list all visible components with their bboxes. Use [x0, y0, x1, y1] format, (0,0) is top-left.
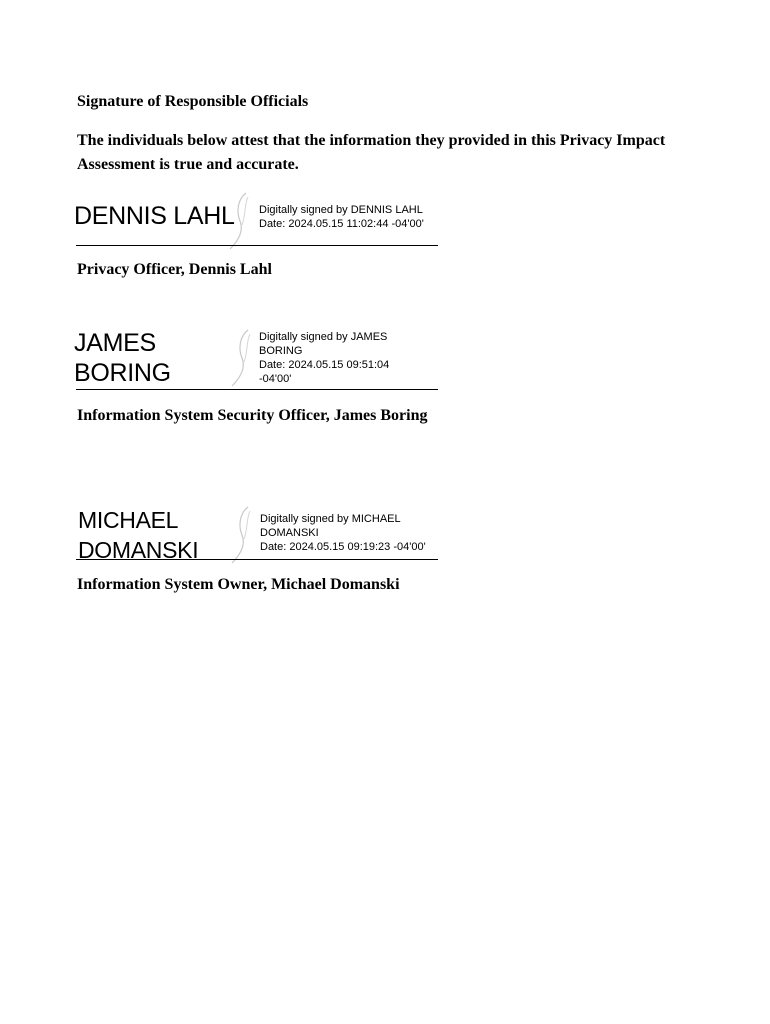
signature-field-michael-domanski[interactable] [74, 503, 438, 563]
digital-signature-swirl-icon [226, 505, 258, 565]
signed-by-text: Digitally signed by MICHAEL [260, 513, 401, 525]
digital-signature-swirl-icon [226, 328, 258, 388]
signature-field-dennis-lahl[interactable] [74, 193, 438, 249]
signature-details [260, 512, 440, 554]
signature-details [259, 203, 444, 231]
attestation-statement: The individuals below attest that the information they provided in this Privacy Impact Assessment is true and accurate. [77, 132, 666, 173]
signed-timezone-text: -04'00' [259, 373, 292, 385]
signed-by-text-continued: BORING [259, 345, 303, 357]
signer-name: DENNIS LAHL [74, 202, 235, 230]
signed-by-text-continued: DOMANSKI [260, 527, 319, 539]
signed-date-text: Date: 2024.05.15 09:51:04 [259, 359, 390, 371]
signer-name: MICHAEL DOMANSKI [78, 507, 199, 563]
signature-field-james-boring[interactable] [74, 322, 438, 394]
signature-line [76, 559, 438, 560]
signer-title-system-owner: Information System Owner, Michael Domanski [77, 576, 400, 593]
signed-by-text: Digitally signed by DENNIS LAHL [259, 204, 423, 216]
signature-line [76, 245, 438, 246]
signer-title-isso: Information System Security Officer, James Boring [77, 407, 428, 424]
section-heading: Signature of Responsible Officials [77, 93, 309, 110]
signer-title-privacy-officer: Privacy Officer, Dennis Lahl [77, 261, 272, 278]
signature-details [259, 330, 439, 386]
signed-date-text: Date: 2024.05.15 09:19:23 -04'00' [260, 541, 426, 553]
signature-line [76, 389, 438, 390]
digital-signature-swirl-icon [224, 191, 256, 251]
signed-date-text: Date: 2024.05.15 11:02:44 -04'00' [259, 218, 424, 230]
signed-by-text: Digitally signed by JAMES [259, 331, 388, 343]
signer-name: JAMES BORING [74, 329, 171, 387]
